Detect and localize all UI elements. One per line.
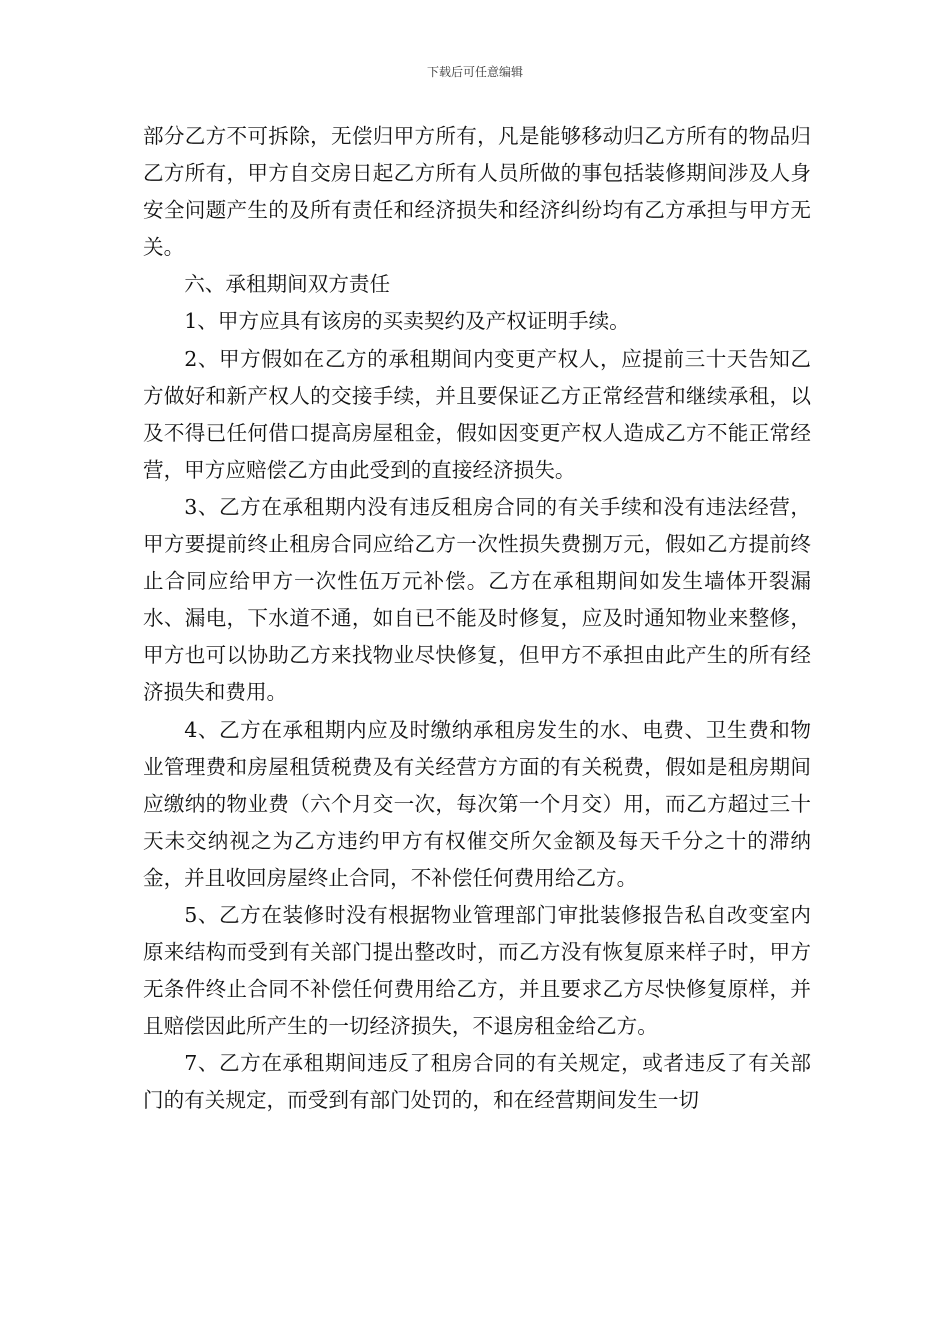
clause-3: 3、乙方在承租期内没有违反租房合同的有关手续和没有违法经营，甲方要提前终止租房合同应给乙方一次性损失费捌万元，假如乙方提前终止合同应给甲方一次性伍万元补偿。乙方在承租期间如发生墙体开裂漏水、漏电，下水道不通，如自已不能及时修复，应及时通知物业来整修，甲方也可以协助乙方来找物业尽快修复，但甲方不承担由此产生的所有经济损失和费用。 [143,494,811,705]
clause-2: 2、甲方假如在乙方的承租期间内变更产权人，应提前三十天告知乙方做好和新产权人的交接手续，并且要保证乙方正常经营和继续承租，以及不得已任何借口提高房屋租金，假如因变更产权人造成乙方不能正常经营，甲方应赔偿乙方由此受到的直接经济损失。 [143,346,811,482]
section-heading-6: 六、承租期间双方责任 [184,272,391,297]
clause-7: 7、乙方在承租期间违反了租房合同的有关规定，或者违反了有关部门的有关规定，而受到有部门处罚的，和在经营期间发生一切 [143,1051,811,1113]
paragraph-continuation: 部分乙方不可拆除，无偿归甲方所有，凡是能够移动归乙方所有的物品归乙方所有，甲方自交房日起乙方所有人员所做的事包括装修期间涉及人身安全问题产生的及所有责任和经济损失和经济纠纷均有乙方承担与甲方无关。 [143,124,811,260]
clause-5: 5、乙方在装修时没有根据物业管理部门审批装修报告私自改变室内原来结构而受到有关部门提出整改时，而乙方没有恢复原来样子时，甲方无条件终止合同不补偿任何费用给乙方，并且要求乙方尽快修复原样，并且赔偿因此所产生的一切经济损失，不退房租金给乙方。 [143,902,811,1039]
document-body [143,118,811,1120]
page-header: 下载后可任意编辑 [426,65,523,79]
clause-1: 1、甲方应具有该房的买卖契约及产权证明手续。 [184,309,630,334]
clause-4: 4、乙方在承租期内应及时缴纳承租房发生的水、电费、卫生费和物业管理费和房屋租赁税费及有关经营方方面的有关税费，假如是租房期间应缴纳的物业费（六个月交一次，每次第一个月交）用，而乙方超过三十天未交纳视之为乙方违约甲方有权催交所欠金额及每天千分之十的滞纳金，并且收回房屋终止合同，不补偿任何费用给乙方。 [143,717,811,890]
